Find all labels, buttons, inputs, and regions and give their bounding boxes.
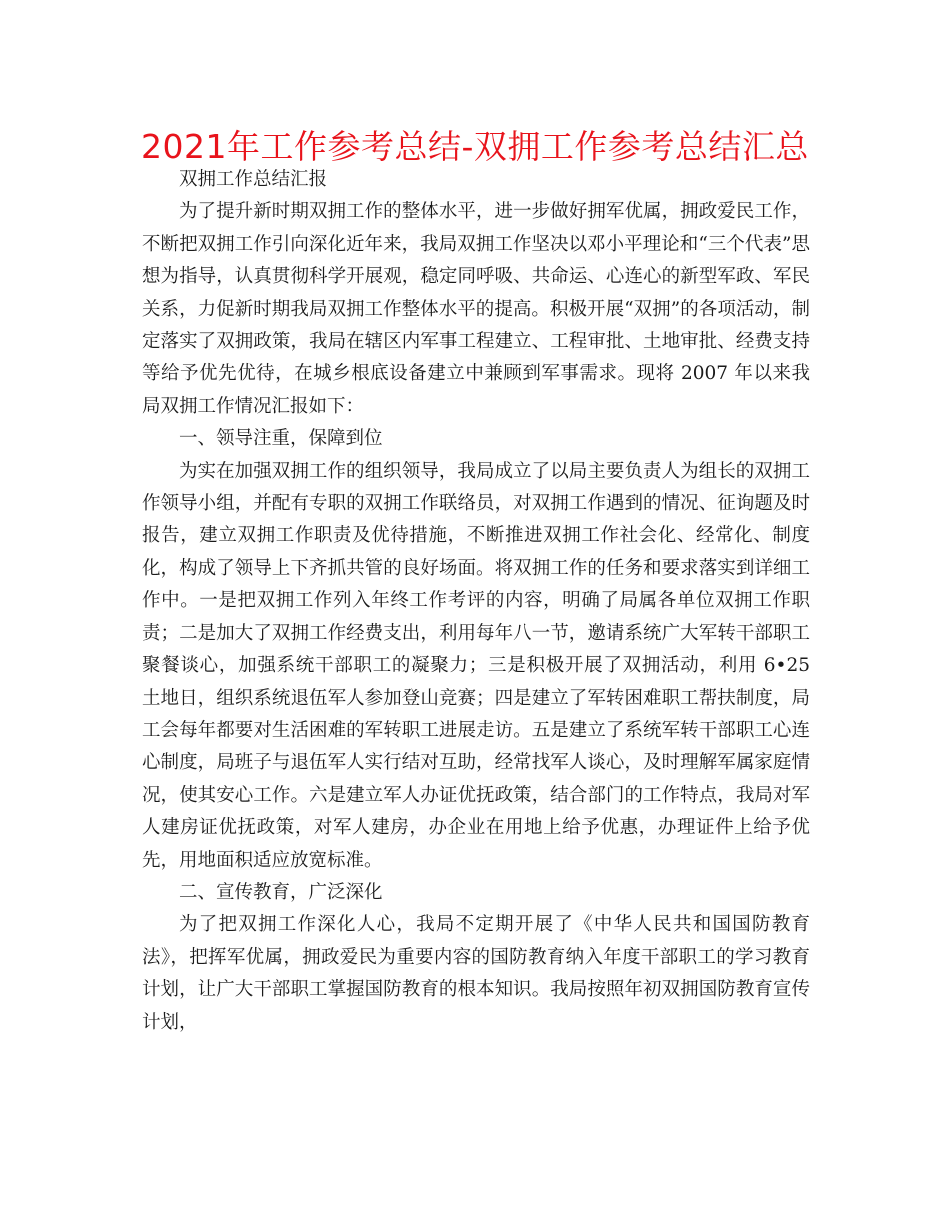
- intro-paragraph: 为了提升新时期双拥工作的整体水平，进一步做好拥军优属，拥政爱民工作，不断把双拥工作引向深化近年来，我局双拥工作坚决以邓小平理论和“三个代表”思想为指导，认真贯彻科学开展观，稳定同呼吸、共命运、心连心的新型军政、军民关系，力促新时期我局双拥工作整体水平的提高。积极开展“双拥”的各项活动，制定落实了双拥政策，我局在辖区内军事工程建立、工程审批、土地审批、经费支持等给予优先优待，在城乡根底设备建立中兼顾到军事需求。现将 2007 年以来我局双拥工作情况汇报如下：: [142, 201, 810, 417]
- section-heading-2: 二、宣传教育，广泛深化: [179, 881, 383, 903]
- section-2-paragraph: 为了把双拥工作深化人心，我局不定期开展了《中华人民共和国国防教育法》，把挥军优属，拥政爱民为重要内容的国防教育纳入年度干部职工的学习教育计划，让广大干部职工掌握国防教育的根本知识。我局按照年初双拥国防教育宣传计划，: [142, 914, 810, 1033]
- section-subtitle: 双拥工作总结汇报: [179, 169, 328, 190]
- section-1-paragraph: 为实在加强双拥工作的组织领导，我局成立了以局主要负责人为组长的双拥工作领导小组，并配有专职的双拥工作联络员，对双拥工作遇到的情况、征询题及时报告，建立双拥工作职责及优待措施，不断推进双拥工作社会化、经常化、制度化，构成了领导上下齐抓共管的良好场面。将双拥工作的任务和要求落实到详细工作中。一是把双拥工作列入年终工作考评的内容，明确了局属各单位双拥工作职责；二是加大了双拥工作经费支出，利用每年八一节，邀请系统广大军转干部职工聚餐谈心，加强系统干部职工的凝聚力；三是积极开展了双拥活动，利用 6•25 土地日，组织系统退伍军人参加登山竞赛；四是建立了军转困难职工帮扶制度，局工会每年都要对生活困难的军转职工进展走访。五是建立了系统军转干部职工心连心制度，局班子与退伍军人实行结对互助，经常找军人谈心，及时理解军属家庭情况，使其安心工作。六是建立军人办证优抚政策，结合部门的工作特点，我局对军人建房证优抚政策，对军人建房，办企业在用地上给予优惠，办理证件上给予优先，用地面积适应放宽标准。: [142, 460, 810, 871]
- section-heading-1: 一、领导注重，保障到位: [179, 428, 383, 450]
- document-title: 2021年工作参考总结-双拥工作参考总结汇总: [141, 127, 809, 166]
- document-body: [142, 164, 810, 1039]
